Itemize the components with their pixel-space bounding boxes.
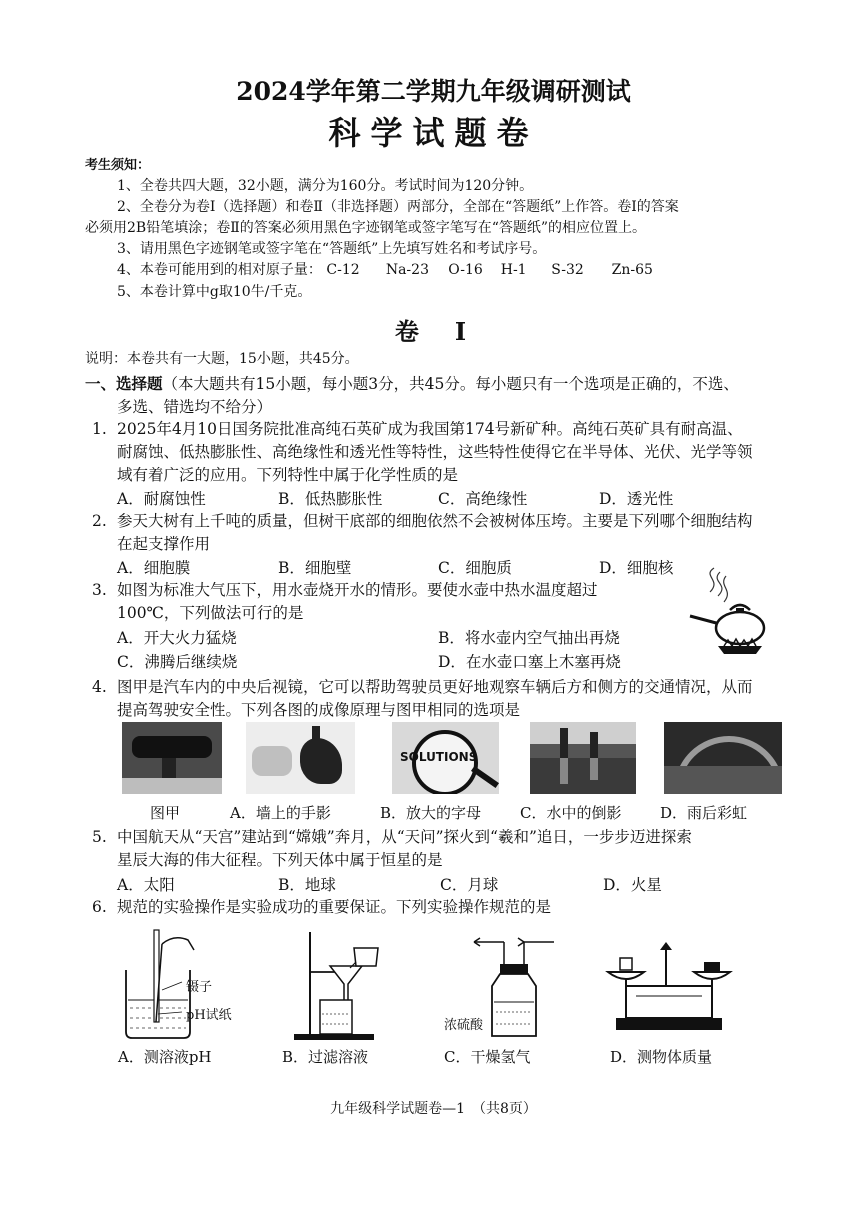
notice-heading: 考生须知： <box>85 158 151 173</box>
page-footer: 九年级科学试题卷—1 （共8页） <box>330 1101 537 1117</box>
q1-number: 1. <box>92 420 107 438</box>
atomic-mass: Na-23 <box>385 262 429 278</box>
q2-number: 2. <box>92 512 107 530</box>
figure-a-caption: 图甲 <box>150 804 181 822</box>
q6-option-c[interactable]: C．干燥氢气 <box>444 1048 531 1066</box>
q1-option-b[interactable]: B．低热膨胀性 <box>278 490 383 508</box>
notice-line-5: 5、本卷计算中g取10牛/千克。 <box>117 284 312 300</box>
q1-option-c[interactable]: C．高绝缘性 <box>438 490 528 508</box>
atomic-mass: S-32 <box>551 262 584 278</box>
q5-text-1: 中国航天从“天宫”建站到“嫦娥”奔月，从“天问”探火到“羲和”追日，一步步迈进探索 <box>117 828 692 846</box>
notice-line-2b: 必须用2B铅笔填涂；卷Ⅱ的答案必须用黑色字迹钢笔或签字笔写在“答题纸”的相应位置上。 <box>85 220 647 236</box>
section-heading: 一、选择题（本大题共有15小题，每小题3分，共45分。每小题只有一个选项是正确的，不选、 <box>85 374 739 393</box>
rearview-mirror-photo <box>122 722 222 794</box>
q6-option-a[interactable]: A．测溶液pH <box>118 1048 212 1066</box>
q6-option-b[interactable]: B．过滤溶液 <box>282 1048 369 1066</box>
ph-paper-label: pH试纸 <box>186 1008 232 1023</box>
q5-option-b[interactable]: B．地球 <box>278 876 336 894</box>
sulfuric-acid-label: 浓硫酸 <box>444 1018 484 1033</box>
section-desc-cont: 多选、错选均不给分） <box>117 398 273 416</box>
filtration-diagram <box>290 932 390 1042</box>
q2-option-c[interactable]: C．细胞质 <box>438 559 512 577</box>
atomic-mass: O-16 <box>448 262 483 278</box>
q3-option-b[interactable]: B．将水壶内空气抽出再烧 <box>438 629 620 647</box>
q5-option-c[interactable]: C．月球 <box>440 876 499 894</box>
q4-option-b[interactable]: B．放大的字母 <box>380 804 482 822</box>
q1-text-1: 2025年4月10日国务院批准高纯石英矿成为我国第174号新矿种。高纯石英矿具有耐高温、 <box>117 420 743 438</box>
magnified-letters: SOLUTIONS <box>400 750 478 764</box>
q4-text-2: 提高驾驶安全性。下列各图的成像原理与图甲相同的选项是 <box>117 701 521 719</box>
part-title: 卷 Ⅰ <box>394 317 473 346</box>
q3-option-a[interactable]: A．开大火力猛烧 <box>117 629 237 647</box>
q6-number: 6. <box>92 898 107 916</box>
q3-text-1: 如图为标准大气压下，用水壶烧开水的情形。要使水壶中热水温度超过 <box>117 581 598 599</box>
q1-text-2: 耐腐蚀、低热膨胀性、高绝缘性和透光性等特性，这些特性使得它在半导体、光伏、光学等领 <box>117 443 753 461</box>
q6-text-1: 规范的实验操作是实验成功的重要保证。下列实验操作规范的是 <box>117 898 552 916</box>
notice-line-1: 1、全卷共四大题，32小题，满分为160分。考试时间为120分钟。 <box>117 178 534 194</box>
exam-subtitle: 科学试题卷 <box>328 114 539 152</box>
q5-text-2: 星辰大海的伟大征程。下列天体中属于恒星的是 <box>117 851 443 869</box>
q3-number: 3. <box>92 581 107 599</box>
q4-number: 4. <box>92 678 107 696</box>
q1-option-d[interactable]: D．透光性 <box>599 490 674 508</box>
q4-option-a[interactable]: A．墙上的手影 <box>230 804 331 822</box>
kettle-illustration <box>690 562 780 662</box>
q3-option-d[interactable]: D．在水壶口塞上木塞再烧 <box>438 653 621 671</box>
q1-text-3: 域有着广泛的应用。下列特性中属于化学性质的是 <box>117 466 459 484</box>
q2-option-b[interactable]: B．细胞壁 <box>278 559 352 577</box>
exam-title: 2024学年第二学期九年级调研测试 <box>236 77 631 106</box>
part-explain: 说明：本卷共有一大题，15小题，共45分。 <box>85 351 359 367</box>
tweezers-label: 镊子 <box>186 980 213 995</box>
q2-text-2: 在起支撑作用 <box>117 535 211 553</box>
q5-option-d[interactable]: D．火星 <box>603 876 662 894</box>
q1-option-a[interactable]: A．耐腐蚀性 <box>117 490 206 508</box>
hand-shadow-photo <box>246 722 355 794</box>
atomic-mass: Zn-65 <box>611 262 653 278</box>
magnifier-photo <box>392 722 499 794</box>
q3-text-2: 100℃，下列做法可行的是 <box>117 604 304 622</box>
q2-option-d[interactable]: D．细胞核 <box>599 559 674 577</box>
q4-text-1: 图甲是汽车内的中央后视镜，它可以帮助驾驶员更好地观察车辆后方和侧方的交通情况，从而 <box>117 678 753 696</box>
atomic-mass: H-1 <box>500 262 527 278</box>
notice-line-2a: 2、全卷分为卷Ⅰ（选择题）和卷Ⅱ（非选择题）两部分，全部在“答题纸”上作答。卷Ⅰ的答案 <box>117 199 679 215</box>
water-reflection-photo <box>530 722 636 794</box>
notice-line-3: 3、请用黑色字迹钢笔或签字笔在“答题纸”上先填写姓名和考试序号。 <box>117 241 547 257</box>
balance-diagram <box>606 934 732 1034</box>
q4-option-c[interactable]: C．水中的倒影 <box>520 804 622 822</box>
q2-text-1: 参天大树有上千吨的质量，但树干底部的细胞依然不会被树体压垮。主要是下列哪个细胞结构 <box>117 512 753 530</box>
q2-option-a[interactable]: A．细胞膜 <box>117 559 191 577</box>
rainbow-photo <box>664 722 782 794</box>
q5-number: 5. <box>92 828 107 846</box>
atomic-mass: C-12 <box>326 262 360 278</box>
q5-option-a[interactable]: A．太阳 <box>117 876 175 894</box>
q3-option-c[interactable]: C．沸腾后继续烧 <box>117 653 238 671</box>
gas-drying-diagram <box>470 932 560 1042</box>
q6-option-d[interactable]: D．测物体质量 <box>610 1048 713 1066</box>
q4-option-d[interactable]: D．雨后彩虹 <box>660 804 748 822</box>
notice-line-4: 4、本卷可能用到的相对原子量： C-12 Na-23 O-16 H-1 S-32 Zn-65 <box>117 260 653 281</box>
